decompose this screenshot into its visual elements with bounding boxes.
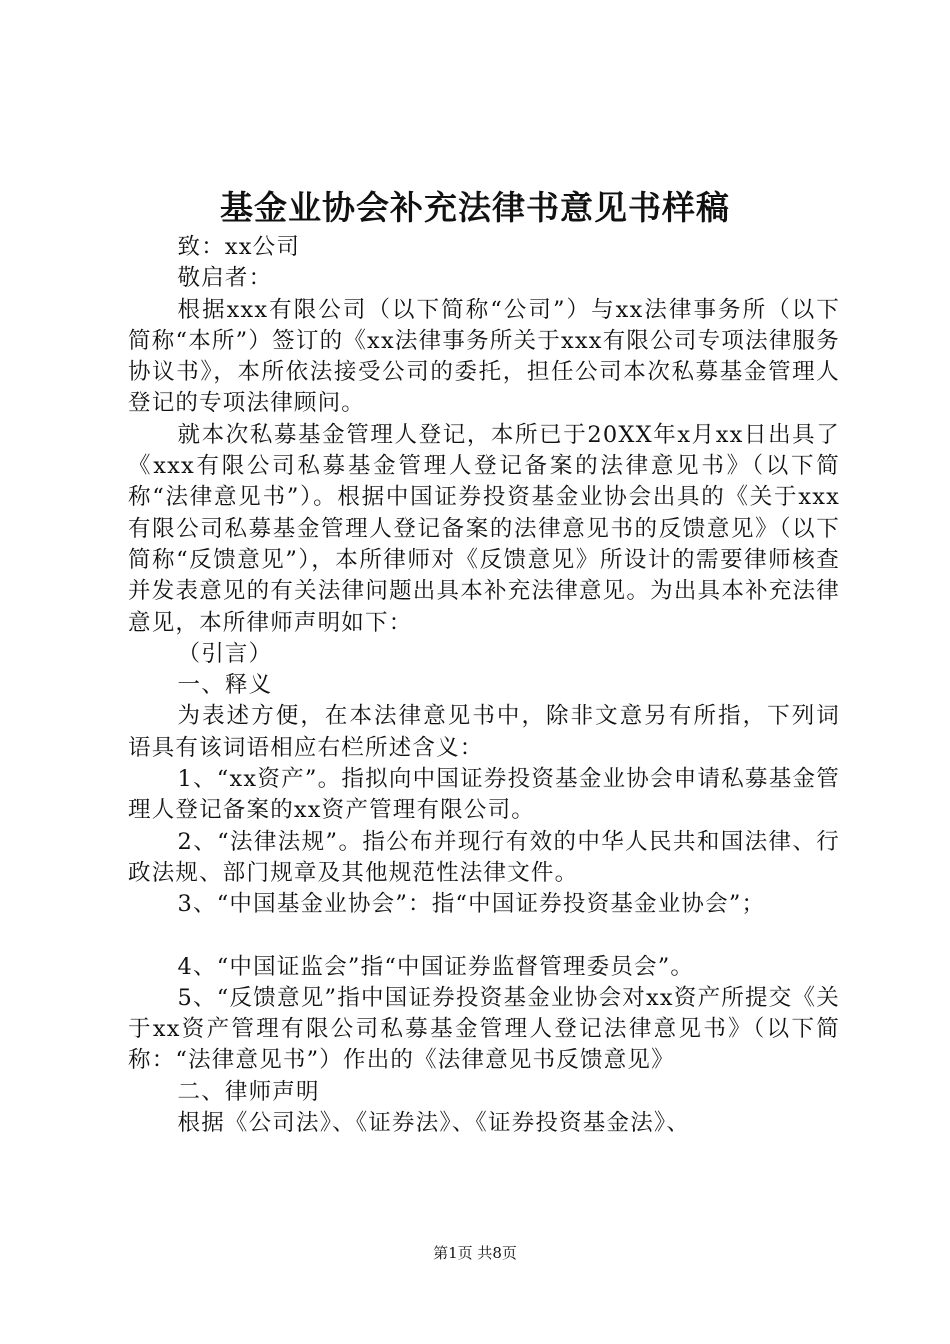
body-paragraph: 就本次私募基金管理人登记，本所已于20XX年x月xx日出具了《xxx有限公司私募基金管理人登记备案的法律意见书》（以下简称“法律意见书”）。根据中国证券投资基金业协会出具的《关于xxx有限公司私募基金管理人登记备案的法律意见书的反馈意见》（以下简称“反馈意见”），本所律师对《反馈意见》所设计的需要律师核查并发表意见的有关法律问题出具本补充法律意见。为出具本补充法律意见，本所律师声明如下： [128, 421, 840, 636]
definition-item: 2、“法律法规”。指公布并现行有效的中华人民共和国法律、行政法规、部门规章及其他规范性法律文件。 [128, 828, 840, 886]
body-paragraph: 根据《公司法》、《证券法》、《证券投资基金法》、 [177, 1110, 691, 1137]
definition-item: 3、“中国基金业协会”：指“中国证券投资基金业协会”； [177, 891, 766, 918]
body-paragraph: 根据xxx有限公司（以下简称“公司”）与xx法律事务所（以下简称“本所”）签订的《xx法律事务所关于xxx有限公司专项法律服务协议书》，本所依法接受公司的委托，担任公司本次私募基金管理人登记的专项法律顾问。 [128, 296, 840, 417]
document-title: 基金业协会补充法律书意见书样稿 [220, 188, 730, 227]
section-heading-lawyer-statement: 二、律师声明 [177, 1078, 320, 1105]
salutation-line: 敬启者： [177, 265, 273, 292]
definition-item: 4、“中国证监会”指“中国证券监督管理委员会”。 [177, 953, 695, 980]
section-heading-definitions: 一、释义 [177, 672, 273, 699]
section-intro-heading: （引言） [177, 640, 273, 667]
body-paragraph: 为表述方便，在本法律意见书中，除非文意另有所指，下列词语具有该词语相应右栏所述含义： [128, 703, 840, 761]
blank-line [128, 921, 840, 952]
definition-item: 1、“xx资产”。指拟向中国证券投资基金业协会申请私募基金管理人登记备案的xx资产管理有限公司。 [128, 766, 840, 824]
addressee-line: 致：xx公司 [177, 234, 301, 260]
page-number-footer: 第1页 共8页 [433, 1244, 517, 1262]
document-body [128, 232, 840, 1139]
definition-item: 5、“反馈意见”指中国证券投资基金业协会对xx资产所提交《关于xx资产管理有限公司私募基金管理人登记法律意见书》（以下简称：“法律意见书”）作出的《法律意见书反馈意见》 [128, 984, 840, 1074]
